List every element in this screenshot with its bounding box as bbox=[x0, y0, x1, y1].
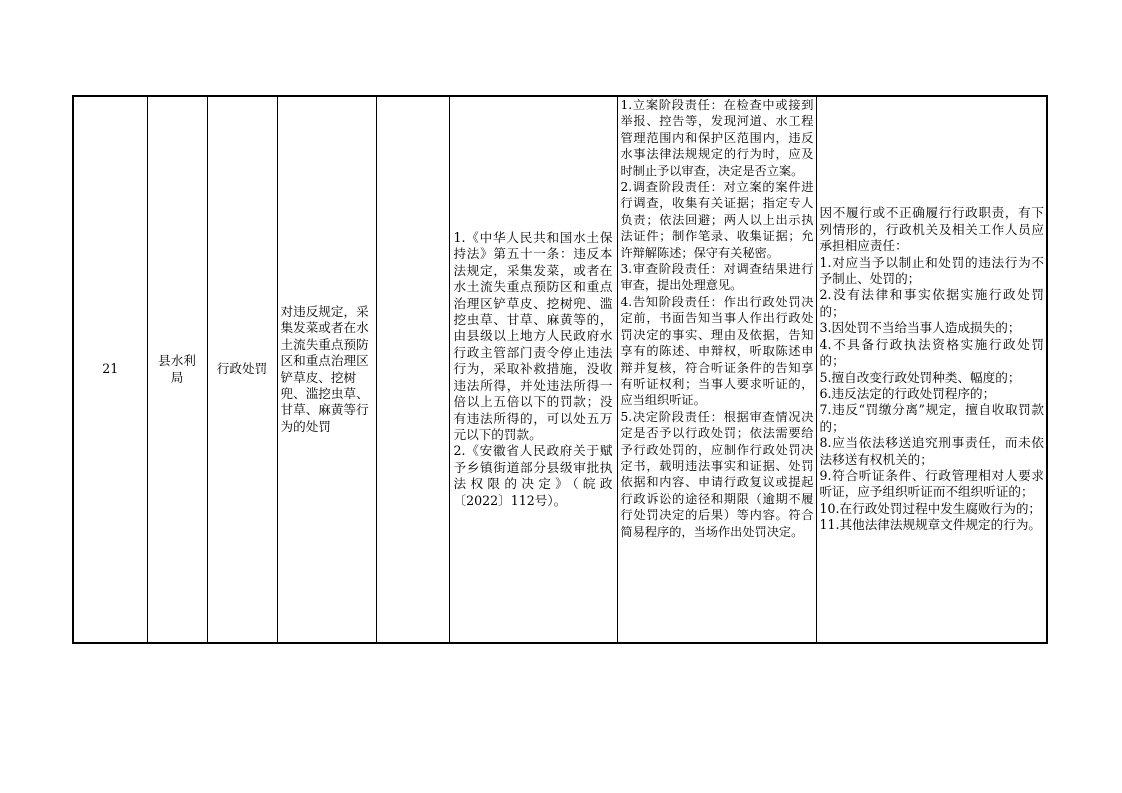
power-list-table bbox=[72, 95, 1048, 644]
accountability-item: 4.不具备行政执法资格实施行政处罚的； bbox=[819, 336, 1044, 369]
responsibility-paragraph: 1.立案阶段责任：在检查中或接到举报、控告等，发现河道、水工程管理范围内和保护区范围内，违反水事法律法规规定的行为时，应及时制止予以审查，决定是否立案。 bbox=[620, 98, 814, 178]
legal-basis-paragraph: 2.《安徽省人民政府关于赋予乡镇街道部分县级审批执法权限的决定》（皖政〔2022〕112号）。 bbox=[453, 443, 613, 508]
accountability-intro: 因不履行或不正确履行行政职责，有下列情形的，行政机关及相关工作人员应承担相应责任： bbox=[819, 205, 1044, 254]
accountability-item: 10.在行政处罚过程中发生腐败行为的； bbox=[819, 500, 1042, 516]
responsibility-paragraph: 2.调查阶段责任：对立案的案件进行调查，收集有关证据；指定专人负责；依法回避；两人以上出示执法证件；制作笔录、收集证据；允许辩解陈述；保守有关秘密。 bbox=[620, 180, 814, 260]
accountability-item: 3.因处罚不当给当事人造成损失的； bbox=[819, 320, 1021, 336]
responsibility-paragraph: 4.告知阶段责任：作出行政处罚决定前，书面告知当事人作出行政处罚决定的事实、理由及依据，告知享有的陈述、申辩权，听取陈述申辩并复核，符合听证条件的告知享有听证权利；当事人要求听证的，应当组织听证。 bbox=[620, 294, 814, 408]
responsibility-text-clip bbox=[618, 97, 816, 642]
responsibility-text bbox=[621, 97, 814, 540]
item-description-cell: 对违反规定，采集发菜或者在水土流失重点预防区和重点治理区铲草皮、挖树兜、滥挖虫草、甘草、麻黄等行为的处罚 bbox=[277, 96, 376, 643]
accountability-item: 9.符合听证条件、行政管理相对人要求听证，应予组织听证而不组织听证的； bbox=[819, 467, 1044, 500]
legal-basis-cell bbox=[449, 96, 617, 643]
sub-item-cell bbox=[376, 96, 449, 643]
responsibility-paragraph: 5.决定阶段责任：根据审查情况决定是否予以行政处罚；依法需要给予行政处罚的，应制作行政处罚决定书，载明违法事实和证据、处罚依据和内容、申请行政复议或提起行政诉讼的途径和期限（逾期不履行处罚决定的后果）等内容。符合简易程序的，当场作出处罚决定。 bbox=[620, 409, 814, 539]
table-row bbox=[73, 96, 1047, 643]
power-type-cell: 行政处罚 bbox=[207, 96, 277, 643]
department-cell: 县水利局 bbox=[147, 96, 207, 643]
accountability-item: 11.其他法律法规规章文件规定的行为。 bbox=[819, 517, 1042, 533]
legal-basis-paragraph: 1.《中华人民共和国水土保持法》第五十一条：违反本法规定，采集发菜，或者在水土流失重点预防区和重点治理区铲草皮、挖树兜、滥挖虫草、甘草、麻黄等的，由县级以上地方人民政府水行政主管部门责令停止违法行为，采取补救措施，没收违法所得，并处违法所得一倍以上五倍以下的罚款；没有违法所得的，可以处五万元以下的罚款。 bbox=[453, 230, 613, 442]
accountability-item: 5.擅自改变行政处罚种类、幅度的； bbox=[819, 369, 1021, 385]
accountability-item: 1.对应当予以制止和处罚的违法行为不予制止、处罚的； bbox=[819, 254, 1044, 287]
accountability-item: 8.应当依法移送追究刑事责任，而未依法移送有权机关的； bbox=[819, 435, 1044, 467]
responsibility-cell bbox=[617, 96, 816, 643]
accountability-item: 7.违反“罚缴分离”规定，擅自收取罚款的； bbox=[819, 402, 1044, 434]
responsibility-paragraph: 3.审查阶段责任：对调查结果进行审查，提出处理意见。 bbox=[620, 262, 814, 293]
accountability-cell bbox=[816, 96, 1047, 643]
accountability-item: 2.没有法律和事实依据实施行政处罚的； bbox=[819, 287, 1044, 319]
row-number: 21 bbox=[73, 96, 147, 643]
accountability-item: 6.违反法定的行政处罚程序的； bbox=[819, 385, 996, 401]
